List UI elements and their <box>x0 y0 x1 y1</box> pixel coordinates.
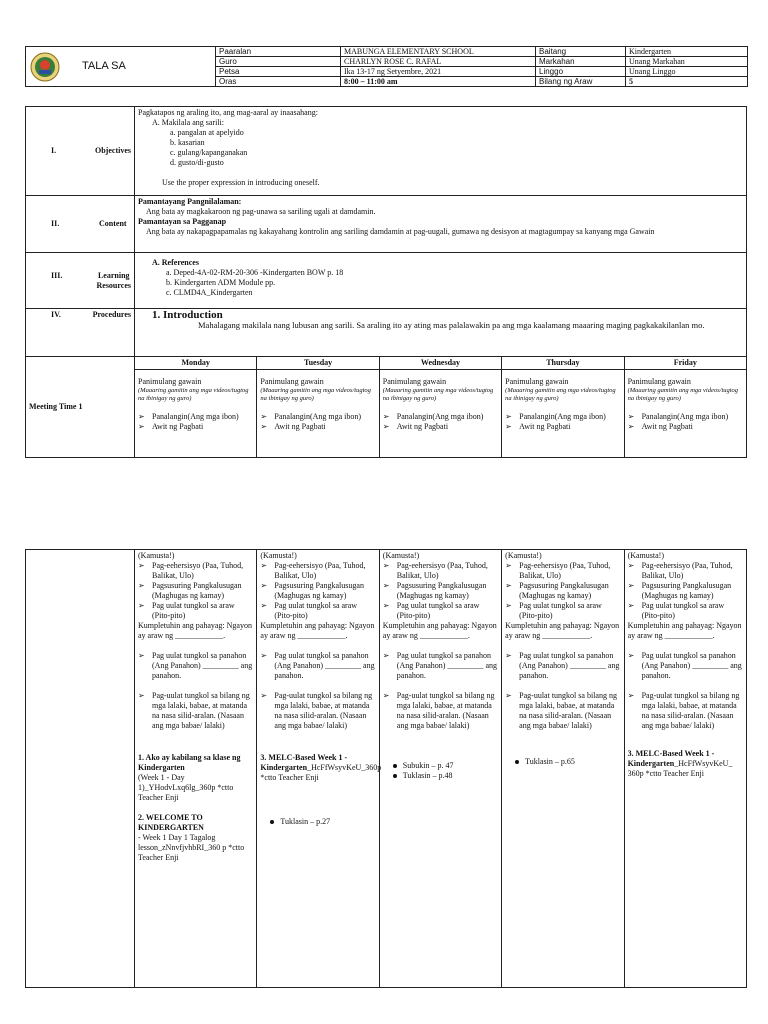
bullet-icon <box>270 820 274 824</box>
arrow-bullet-icon: ➢ <box>627 581 635 590</box>
activity-item: Pag uulat tungkol sa panahon (Ang Panahon) _________ ang panahon. <box>641 651 742 680</box>
day-cell-monday <box>135 370 257 458</box>
objective-item: c. gulang/kapanganakan <box>170 148 248 157</box>
objectives-subhead: A. Makilala ang sarili: <box>152 118 224 127</box>
arrow-bullet-icon: ➢ <box>382 412 390 421</box>
activity-note: (Maaaring gamitin ang mga videos/tugtog na ibinigay ng guro) <box>627 387 739 402</box>
activity-item: Pag uulat tungkol sa araw (Pito-pito) <box>519 601 602 620</box>
resource-item: b. Kindergarten ADM Module pp. <box>166 278 276 287</box>
activity-item: Pag-eehersisyo (Paa, Tuhod, Balikat, Ulo) <box>519 561 611 580</box>
arrow-bullet-icon: ➢ <box>382 651 390 660</box>
header-value: Unang Markahan <box>626 57 748 67</box>
arrow-bullet-icon: ➢ <box>627 561 635 570</box>
objective-item: a. pangalan at apelyido <box>170 128 244 137</box>
day-cell-friday <box>624 550 746 988</box>
arrow-bullet-icon: ➢ <box>260 412 268 421</box>
video-details: _HcFfWsyvKeU_ 360p *ctto Teacher Enji <box>627 759 733 778</box>
activity-note: (Maaaring gamitin ang mga videos/tugtog na ibinigay ng guro) <box>382 387 494 402</box>
activity-item: Pag uulat tungkol sa araw (Pito-pito) <box>152 601 235 620</box>
day-cell-monday <box>135 550 257 988</box>
activity-item: Panalangin(Ang mga ibon) <box>152 412 239 421</box>
activity-item: Awit ng Pagbati <box>274 422 326 431</box>
header-key: Bilang ng Araw <box>536 77 626 87</box>
arrow-bullet-icon: ➢ <box>260 581 268 590</box>
activity-item: Panalangin(Ang mga ibon) <box>396 412 484 421</box>
logo-title-cell <box>26 47 216 87</box>
activity-item: Pagsusuring Pangkalusugan (Maghugas ng kamay) <box>519 581 609 600</box>
activity-item: Pag-eehersisyo (Paa, Tuhod, Balikat, Ulo) <box>396 561 488 580</box>
header-key: Guro <box>216 57 341 67</box>
day-header: Monday <box>135 357 257 370</box>
header-key: Paaralan <box>216 47 341 57</box>
activity-title: Panimulang gawain <box>260 377 324 386</box>
day-header: Thursday <box>502 357 624 370</box>
day-header: Tuesday <box>257 357 379 370</box>
arrow-bullet-icon: ➢ <box>382 561 390 570</box>
day-cell-tuesday <box>257 550 382 988</box>
header-key: Linggo <box>536 67 626 77</box>
resources-heading: A. References <box>152 258 199 267</box>
activity-item: Pag-eehersisyo (Paa, Tuhod, Balikat, Ulo) <box>152 561 244 580</box>
activity-item: Panalangin(Ang mga ibon) <box>519 412 606 421</box>
bullet-icon <box>515 760 519 764</box>
header-key: Oras <box>216 77 341 87</box>
activity-item: Pag uulat tungkol sa araw (Pito-pito) <box>274 601 358 620</box>
activity-item: Pag-uulat tungkol sa bilang ng mga lalaki, babae, at matanda na nasa silid-aralan. (Nasaan ang mga babae/ lalaki) <box>519 691 617 730</box>
header-value: Unang Linggo <box>626 67 748 77</box>
activity-item: Pagsusuring Pangkalusugan (Maghugas ng kamay) <box>274 581 364 600</box>
day-header: Friday <box>624 357 746 370</box>
activity-item: Kumpletuhin ang pahayag: Ngayon ay araw ng ____________. <box>138 621 252 640</box>
section-label: Content <box>99 219 127 228</box>
section-number: I. <box>51 146 57 155</box>
bullet-icon <box>393 774 397 778</box>
school-seal-icon <box>30 52 60 82</box>
header-value: Kindergarten <box>626 47 748 57</box>
content-text: Ang bata ay nakapagpapamalas ng kakayahang kontrolin ang sariling damdamin at pag-uugali, gumawa ng desisyon at magtagumpay sa kanyang mga Gawain <box>146 227 655 236</box>
page-title: TALA SA <box>82 60 126 72</box>
resource-item: a. Deped-4A-02-RM-20-306 -Kindergarten BOW p. 18 <box>166 268 344 277</box>
arrow-bullet-icon: ➢ <box>627 651 635 660</box>
section-number: III. <box>51 270 63 280</box>
arrow-bullet-icon: ➢ <box>260 422 268 431</box>
activity-item: (Kamusta!) <box>138 551 175 560</box>
header-section <box>25 46 747 87</box>
activity-item: (Kamusta!) <box>260 551 297 560</box>
empty-label-cell <box>26 550 135 988</box>
arrow-bullet-icon: ➢ <box>138 422 145 431</box>
activity-item: Kumpletuhin ang pahayag: Ngayon ay araw ng ____________. <box>260 621 375 640</box>
resource-item: c. CLMD4A_Kindergarten <box>166 288 253 297</box>
procedures-intro <box>135 309 747 357</box>
activity-item: Pag-eehersisyo (Paa, Tuhod, Balikat, Ulo) <box>641 561 733 580</box>
arrow-bullet-icon: ➢ <box>627 422 635 431</box>
content-heading: Pamantayang Pangnilalaman: <box>138 197 242 206</box>
procedures-label-cell <box>26 309 135 357</box>
activity-item: Pag-eehersisyo (Paa, Tuhod, Balikat, Ulo) <box>274 561 366 580</box>
activity-item: Tuklasin – p.48 <box>402 771 453 780</box>
arrow-bullet-icon: ➢ <box>627 691 635 700</box>
activity-item: Kumpletuhin ang pahayag: Ngayon ay araw ng ____________. <box>382 621 497 640</box>
activity-item: Pag-uulat tungkol sa bilang ng mga lalaki, babae, at matanda na nasa silid-aralan. (Nasaan ang mga babae/ lalaki) <box>152 691 250 730</box>
day-cell-wednesday <box>379 550 501 988</box>
activity-item: Panalangin(Ang mga ibon) <box>274 412 362 421</box>
activity-item: Awit ng Pagbati <box>641 422 693 431</box>
day-cell-tuesday <box>257 370 379 458</box>
objective-item: b. kasarian <box>170 138 205 147</box>
header-key: Baitang <box>536 47 626 57</box>
resources-content <box>135 253 747 309</box>
activity-item: Tuklasin – p.27 <box>280 817 331 826</box>
arrow-bullet-icon: ➢ <box>260 601 268 610</box>
activity-item: Pag uulat tungkol sa panahon (Ang Panahon) _________ ang panahon. <box>152 651 253 680</box>
section-label: Resources <box>96 280 131 290</box>
activity-item: Pagsusuring Pangkalusugan (Maghugas ng kamay) <box>396 581 487 600</box>
activity-item: Subukin – p. 47 <box>402 761 454 770</box>
section-number: IV. <box>51 310 61 319</box>
day-header: Wednesday <box>379 357 501 370</box>
video-title: 3. MELC-Based Week 1 - Kindergarten <box>627 749 715 768</box>
objectives-content <box>135 107 747 196</box>
procedures-intro-heading: 1. Introduction <box>152 309 223 321</box>
arrow-bullet-icon: ➢ <box>260 691 268 700</box>
arrow-bullet-icon: ➢ <box>138 412 145 421</box>
header-key: Markahan <box>536 57 626 67</box>
video-details: _HcFfWsyvKeU_360p *ctto Teacher Enji <box>260 763 382 782</box>
activity-item: Awit ng Pagbati <box>152 422 204 431</box>
activity-note: (Maaaring gamitin ang mga videos/tugtog na ibinigay ng guro) <box>505 387 616 402</box>
section-number: II. <box>51 219 60 228</box>
activity-item: Pag uulat tungkol sa panahon (Ang Panahon) _________ ang panahon. <box>396 651 497 680</box>
arrow-bullet-icon: ➢ <box>382 422 390 431</box>
content-label-cell <box>26 196 135 253</box>
activity-title: Panimulang gawain <box>138 377 202 386</box>
activity-item: Pag uulat tungkol sa araw (Pito-pito) <box>641 601 725 620</box>
activity-item: Pagsusuring Pangkalusugan (Maghugas ng kamay) <box>641 581 732 600</box>
content-heading: Pamantayan sa Pagganap <box>138 217 227 226</box>
activity-note: (Maaaring gamitin ang mga videos/tugtog na ibinigay ng guro) <box>260 387 371 402</box>
objectives-expression: Use the proper expression in introducing oneself. <box>162 178 320 187</box>
video-details: - Week 1 Day 1 Tagalog lesson_zNnvfjvhbRI_360 p *ctto Teacher Enji <box>138 833 245 862</box>
objective-item: d. gusto/di-gusto <box>170 158 224 167</box>
arrow-bullet-icon: ➢ <box>138 561 145 570</box>
activity-title: Panimulang gawain <box>382 377 447 386</box>
arrow-bullet-icon: ➢ <box>505 561 512 570</box>
header-value: CHARLYN ROSE C. RAFAL <box>341 57 536 67</box>
resources-label-cell <box>26 253 135 309</box>
activity-item: Kumpletuhin ang pahayag: Ngayon ay araw ng ____________. <box>505 621 620 640</box>
section-label: Objectives <box>95 146 131 155</box>
objectives-label-cell <box>26 107 135 196</box>
day-cell-friday <box>624 370 746 458</box>
arrow-bullet-icon: ➢ <box>138 691 145 700</box>
day-cell-thursday <box>502 370 624 458</box>
activity-item: (Kamusta!) <box>505 551 542 560</box>
video-details: (Week 1 - Day 1)_YHodvLxq6lg_360p *ctto Teacher Enji <box>138 773 234 802</box>
activity-item: Kumpletuhin ang pahayag: Ngayon ay araw ng ____________. <box>627 621 742 640</box>
content-text: Ang bata ay magkakaroon ng pag-unawa sa sariling ugali at damdamin. <box>146 207 376 216</box>
arrow-bullet-icon: ➢ <box>382 581 390 590</box>
arrow-bullet-icon: ➢ <box>627 601 635 610</box>
video-title: 3. MELC-Based Week 1 - Kindergarten <box>260 753 348 772</box>
bullet-icon <box>393 764 397 768</box>
activity-item: Tuklasin – p.65 <box>525 757 575 766</box>
arrow-bullet-icon: ➢ <box>138 601 145 610</box>
header-value: 8:00 – 11:00 am <box>341 77 536 87</box>
day-cell-thursday <box>502 550 624 988</box>
lesson-plan-page-2 <box>25 549 747 988</box>
arrow-bullet-icon: ➢ <box>260 651 268 660</box>
meeting-label-cell <box>26 357 135 458</box>
video-title: 1. Ako ay kabilang sa klase ng Kindergarten <box>138 753 241 772</box>
meeting-label: Meeting Time 1 <box>29 402 83 411</box>
day-cell-wednesday <box>379 370 501 458</box>
activity-item: Pag-uulat tungkol sa bilang ng mga lalaki, babae, at matanda na nasa silid-aralan. (Nasaan ang mga babae/ lalaki) <box>274 691 373 730</box>
arrow-bullet-icon: ➢ <box>505 651 512 660</box>
activity-item: Awit ng Pagbati <box>519 422 571 431</box>
arrow-bullet-icon: ➢ <box>505 422 512 431</box>
lesson-plan-page-1 <box>25 106 747 458</box>
activity-note: (Maaaring gamitin ang mga videos/tugtog na ibinigay ng guro) <box>138 387 249 402</box>
arrow-bullet-icon: ➢ <box>505 691 512 700</box>
procedures-intro-text: Mahalagang makilala nang lubusan ang sarili. Sa araling ito ay ating mas palalawakin pa ang mga kaalamang maaaring maging pagkakakilanlan mo. <box>198 320 705 330</box>
activity-title: Panimulang gawain <box>505 377 569 386</box>
activity-title: Panimulang gawain <box>627 377 691 386</box>
activity-item: Pag uulat tungkol sa panahon (Ang Panahon) _________ ang panahon. <box>519 651 620 680</box>
activity-item: Pag-uulat tungkol sa bilang ng mga lalaki, babae, at matanda na nasa silid-aralan. (Nasaan ang mga babae/ lalaki) <box>396 691 495 730</box>
arrow-bullet-icon: ➢ <box>505 601 512 610</box>
header-value: MABUNGA ELEMENTARY SCHOOL <box>341 47 536 57</box>
arrow-bullet-icon: ➢ <box>505 412 512 421</box>
header-value: 5 <box>626 77 748 87</box>
arrow-bullet-icon: ➢ <box>382 691 390 700</box>
arrow-bullet-icon: ➢ <box>505 581 512 590</box>
video-title: 2. WELCOME TO KINDERGARTEN <box>138 813 204 832</box>
activity-item: (Kamusta!) <box>382 551 420 560</box>
section-label: Learning <box>97 270 130 280</box>
activity-item: Pag uulat tungkol sa panahon (Ang Panahon) _________ ang panahon. <box>274 651 375 680</box>
objectives-intro: Pagkatapos ng araling ito, ang mag-aaral ay inaasahang: <box>138 108 318 117</box>
arrow-bullet-icon: ➢ <box>627 412 635 421</box>
lesson-plan-table <box>25 106 747 458</box>
activity-item: Pag-uulat tungkol sa bilang ng mga lalaki, babae, at matanda na nasa silid-aralan. (Nasaan ang mga babae/ lalaki) <box>641 691 740 730</box>
arrow-bullet-icon: ➢ <box>260 561 268 570</box>
arrow-bullet-icon: ➢ <box>382 601 390 610</box>
arrow-bullet-icon: ➢ <box>138 651 145 660</box>
activity-item: Panalangin(Ang mga ibon) <box>641 412 729 421</box>
header-table <box>25 46 748 87</box>
activity-item: (Kamusta!) <box>627 551 664 560</box>
activity-item: Awit ng Pagbati <box>396 422 449 431</box>
content-content <box>135 196 747 253</box>
lesson-plan-table-continued <box>25 549 747 988</box>
activity-item: Pagsusuring Pangkalusugan (Maghugas ng kamay) <box>152 581 242 600</box>
header-value: Ika 13-17 ng Setyembre, 2021 <box>341 67 536 77</box>
section-label: Procedures <box>92 310 131 319</box>
activity-item: Pag uulat tungkol sa araw (Pito-pito) <box>396 601 480 620</box>
arrow-bullet-icon: ➢ <box>138 581 145 590</box>
header-key: Petsa <box>216 67 341 77</box>
